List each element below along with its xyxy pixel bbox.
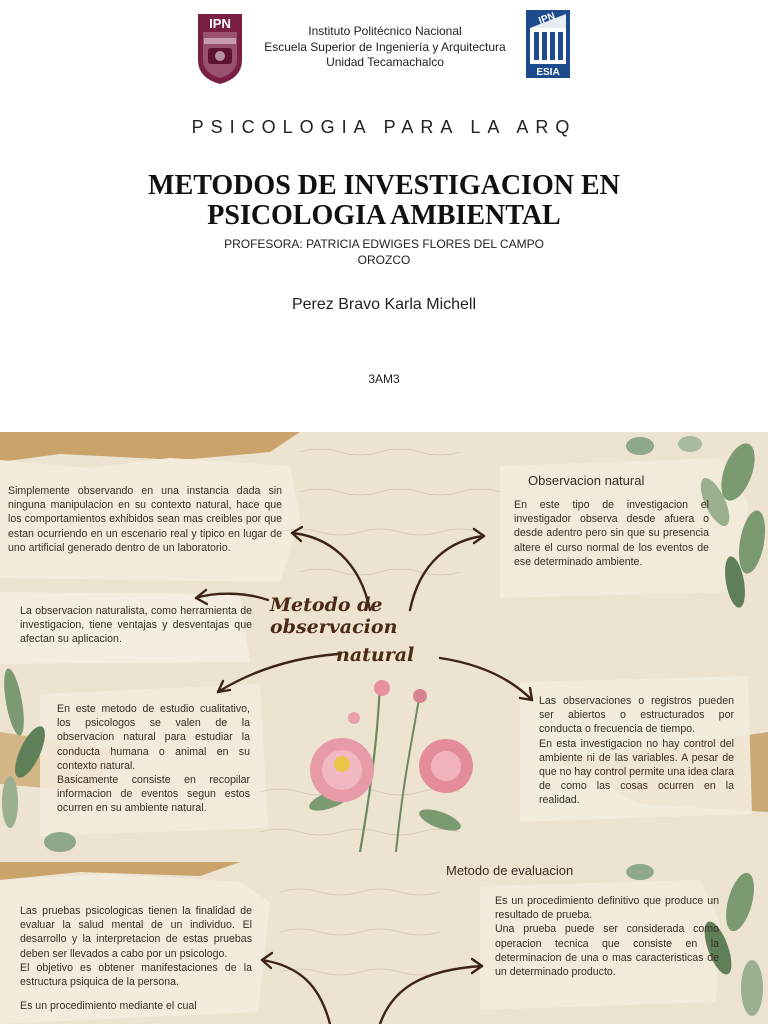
- text-bottom-right-para2: En esta investigacion no hay control del ambiente ni de las variables. A pesar de que no hay control permite una idea clara de como las cosas ocurren en la realidad.: [539, 737, 734, 807]
- text-bottom-right-para1: Las observaciones o registros pueden ser abiertos o estructurados por conducta o frecuencia de tiempo.: [539, 695, 734, 736]
- text-bottom-left: [57, 702, 250, 816]
- esia-logo-text-top: IPN: [537, 10, 557, 27]
- text-mid-left: La observacion naturalista, como herramienta de investigacion, tiene ventajas y desventajas que afectan su aplicacion.: [20, 605, 252, 646]
- text-left-para3: Es un procedimiento mediante el cual: [20, 1000, 197, 1013]
- text-top-left: Simplemente observando en una instancia dada sin ninguna manipulacion en su contexto natural, hace que los comportamientos exhibidos sean mas creibles por que estan ocurriendo en un escenario real y tipico en lugar de uno artificial generado dentro de un laboratorio.: [8, 485, 282, 554]
- text-right: [495, 894, 719, 979]
- center-title-line2: natural: [336, 644, 415, 666]
- course-name: PSICOLOGIA PARA LA ARQ: [191, 117, 577, 137]
- ipn-logo: [194, 12, 246, 86]
- infographic-observation-page: [0, 432, 768, 862]
- document-title: METODOS DE INVESTIGACION EN PSICOLOGIA AMBIENTAL: [148, 170, 620, 231]
- esia-logo-text: ESIA: [536, 67, 560, 78]
- esia-logo: [524, 8, 572, 80]
- ipn-logo-text: IPN: [209, 16, 231, 31]
- group-code: 3AM3: [368, 372, 400, 386]
- text-right-para1: Es un procedimiento definitivo que produce un resultado de prueba.: [495, 895, 719, 922]
- text-bottom-right: [539, 694, 734, 808]
- professor-name: PROFESORA: PATRICIA EDWIGES FLORES DEL CAMPO OROZCO: [224, 237, 544, 267]
- student-name: Perez Bravo Karla Michell: [291, 296, 477, 313]
- school-name: Escuela Superior de Ingeniería y Arquitectura: [264, 39, 506, 54]
- heading-metodo-evaluacion: Metodo de evaluacion: [446, 863, 574, 878]
- heading-observacion-natural: Observacion natural: [528, 473, 645, 488]
- infographic-evaluation-page: [0, 862, 768, 1024]
- campus-name: Unidad Tecamachalco: [326, 55, 444, 69]
- text-left-para2: El objetivo es obtener manifestaciones de la estructura psiquica de la persona.: [20, 961, 252, 989]
- text-left-para1: Las pruebas psicologicas tienen la finalidad de evaluar la salud mental de un individuo. El desarrollo y la interpretacion de estas pruebas deben ser llevados a cabo por un psicologo.: [20, 905, 252, 960]
- institution-name: Instituto Politécnico Nacional: [308, 24, 462, 38]
- text-left: [20, 904, 252, 1013]
- text-right-para2: Una prueba puede ser considerada como operacion tecnica que consiste en la determinacion de una o mas caracteristicas de un determinado producto.: [495, 923, 719, 979]
- text-top-right: En este tipo de investigacion el investigador observa desde afuera o desde adentro pero sin que su presencia altere el curso normal de los eventos de ese determinado ambiente.: [514, 499, 709, 568]
- center-title-line1: Metodo de observacion: [270, 594, 398, 638]
- text-bottom-left-para1: En este metodo de estudio cualitativo, los psicologos se valen de la observacion natural para estudiar la conducta humana o animal en su contexto natural.: [57, 703, 250, 772]
- text-bottom-left-para2: Basicamente consiste en recopilar informacion de eventos segun estos ocurren en su ambiente natural.: [57, 774, 250, 815]
